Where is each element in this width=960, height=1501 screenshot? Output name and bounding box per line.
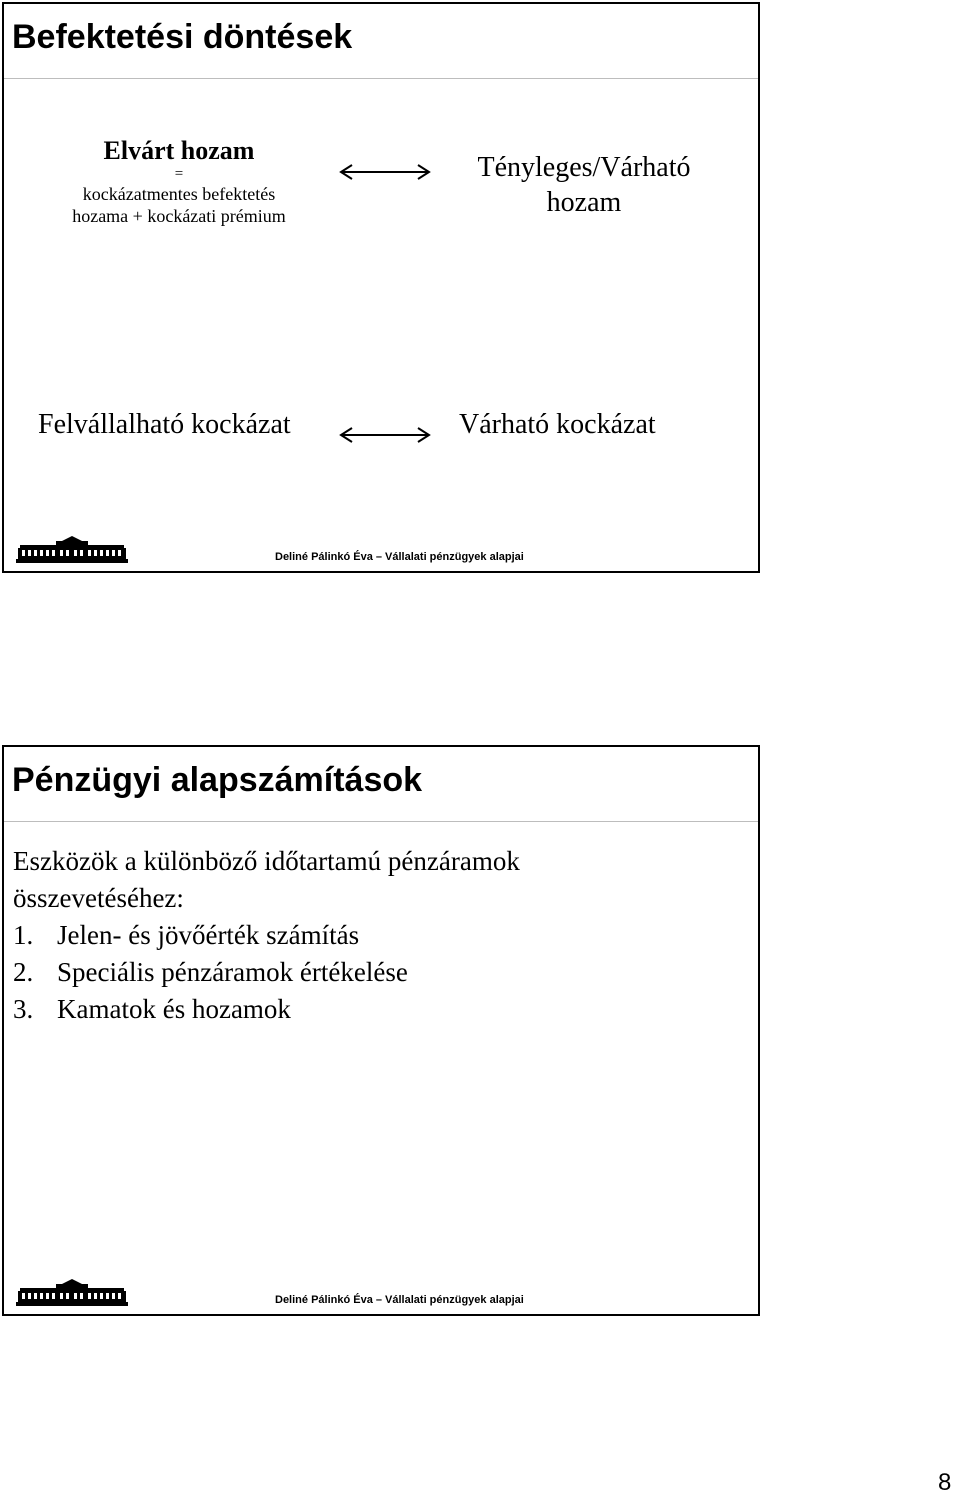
double-arrow-icon: [338, 162, 432, 182]
page-number: 8: [938, 1469, 952, 1496]
list-item-number: 2.: [13, 957, 34, 987]
footer-author-course: Deliné Pálinkó Éva – Vállalati pénzügyek alapjai: [275, 551, 524, 563]
university-building-logo: [16, 1279, 128, 1307]
footer-author-course: Deliné Pálinkó Éva – Vállalati pénzügyek alapjai: [275, 1294, 524, 1306]
actual-return-line1: Tényleges/Várható: [477, 152, 691, 183]
equals-sign: =: [174, 166, 184, 182]
list-item-text: Speciális pénzáramok értékelése: [57, 957, 408, 987]
list-item-text: Jelen- és jövőérték számítás: [57, 920, 360, 950]
expected-return-block: [34, 136, 324, 227]
title-divider: [4, 78, 758, 79]
list-item: [13, 991, 520, 1028]
slide-penzugyi-alapszamitasok: [2, 745, 760, 1316]
slide-title: Pénzügyi alapszámítások: [12, 761, 423, 799]
tolerable-risk-label: Felvállalható kockázat: [38, 409, 291, 440]
title-divider: [4, 821, 758, 822]
list-item: [13, 917, 520, 954]
slide-body: [13, 843, 520, 1028]
double-arrow-icon: [338, 425, 432, 445]
intro-line-1: Eszközök a különböző időtartamú pénzáramok: [13, 846, 520, 876]
slide-befektetesi-dontesek: [2, 2, 760, 573]
university-building-logo: [16, 536, 128, 564]
actual-return-block: [444, 150, 724, 220]
list-item-text: Kamatok és hozamok: [57, 994, 291, 1024]
list-item-number: 1.: [13, 920, 34, 950]
actual-return-line2: hozam: [546, 187, 622, 218]
expected-return-line1: kockázatmentes befektetés: [82, 184, 276, 204]
list-item-number: 3.: [13, 994, 34, 1024]
expected-risk-label: Várható kockázat: [459, 409, 656, 440]
expected-return-line2: hozama + kockázati prémium: [72, 206, 286, 226]
slide-title: Befektetési döntések: [12, 18, 353, 56]
list-item: [13, 954, 520, 991]
expected-return-label: Elvárt hozam: [103, 136, 255, 165]
intro-line-2: összevetéséhez:: [13, 883, 184, 913]
